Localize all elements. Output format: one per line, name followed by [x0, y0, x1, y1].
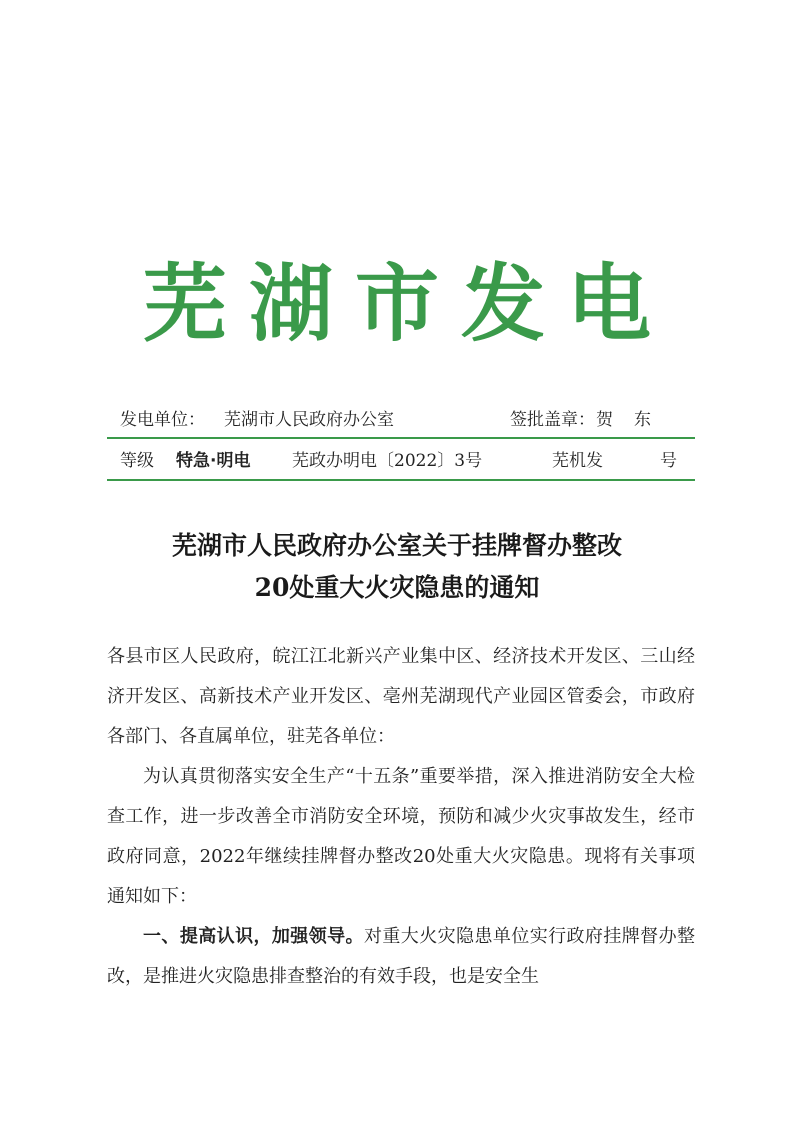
- section1-text: 对重大火灾隐患单位实行政府挂牌督办整改，是推进火灾隐患排查整治的有效手段，也是安全生: [107, 926, 696, 987]
- document-title-line1: 芜湖市人民政府办公室关于挂牌督办整改: [171, 531, 622, 560]
- grade-value: 特急·明电: [176, 451, 251, 471]
- machine-label: 芜机发: [552, 451, 603, 471]
- approval-value: 贺 东: [596, 410, 653, 430]
- document-title-line2: 20处重大火灾隐患的通知: [254, 573, 540, 602]
- section1-heading: 一、提高认识，加强领导。: [143, 926, 364, 947]
- machine-suffix: 号: [660, 451, 677, 471]
- header-row-sender: [120, 405, 680, 435]
- document-body: [107, 637, 695, 997]
- recipients-paragraph: 各县市区人民政府，皖江江北新兴产业集中区、经济技术开发区、三山经济开发区、高新技术产业开发区、亳州芜湖现代产业园区管委会，市政府各部门、各直属单位，驻芜各单位：: [107, 646, 695, 747]
- header-divider-top: [107, 437, 695, 439]
- intro-paragraph: 为认真贯彻落实安全生产“十五条”重要举措，深入推进消防安全大检查工作，进一步改善全市消防安全环境，预防和减少火灾事故发生，经市政府同意，2022年继续挂牌督办整改20处重大火灾隐患。现将有关事项通知如下：: [107, 766, 695, 907]
- sender-label: 发电单位：: [120, 410, 205, 430]
- doc-number: 芜政办明电〔2022〕3号: [292, 451, 483, 471]
- approval-label: 签批盖章：: [510, 410, 595, 430]
- grade-label: 等级: [120, 451, 154, 471]
- section1-paragraph: [107, 917, 695, 997]
- sender-value: 芜湖市人民政府办公室: [224, 410, 394, 430]
- header-divider-bottom: [107, 479, 695, 481]
- header-row-grade: [120, 446, 680, 476]
- masthead-title: 芜湖市发电: [142, 254, 673, 353]
